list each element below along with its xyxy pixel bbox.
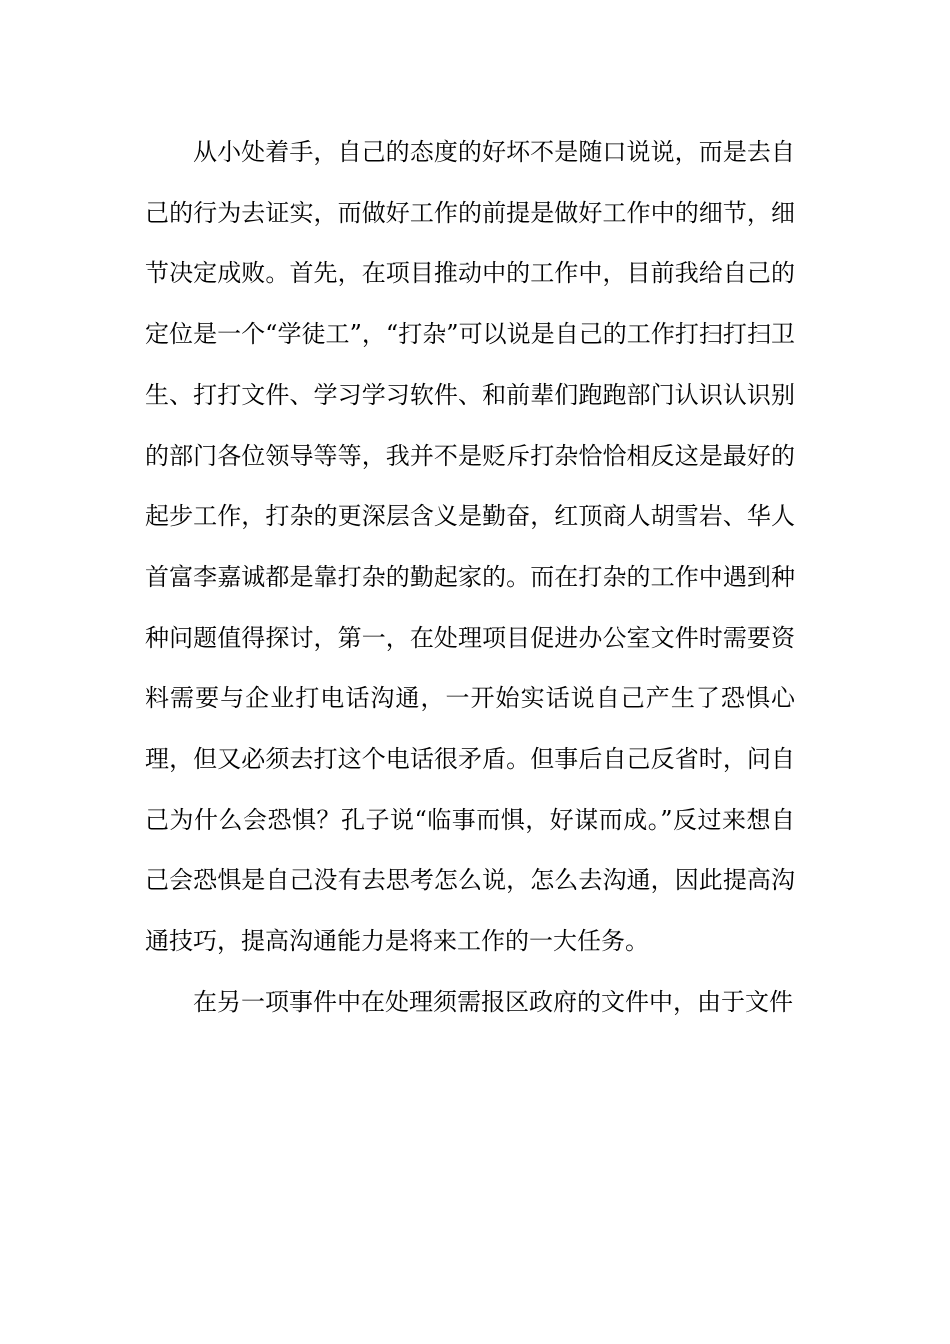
- paragraph-1: 从小处着手，自己的态度的好坏不是随口说说，而是去自己的行为去证实，而做好工作的前提是做好工作中的细节，细节决定成败。首先，在项目推动中的工作中，目前我给自己的定位是一个“学徒工”，“打杂”可以说是自己的工作打扫打扫卫生、打打文件、学习学习软件、和前辈们跑跑部门认识认识别的部门各位领导等等，我并不是贬斥打杂恰恰相反这是最好的起步工作，打杂的更深层含义是勤奋，红顶商人胡雪岩、华人首富李嘉诚都是靠打杂的勤起家的。而在打杂的工作中遇到种种问题值得探讨，第一，在处理项目促进办公室文件时需要资料需要与企业打电话沟通，一开始实话说自己产生了恐惧心理，但又必须去打这个电话很矛盾。但事后自己反省时，问自己为什么会恐惧？孔子说“临事而惧，好谋而成。”反过来想自己会恐惧是自己没有去思考怎么说，怎么去沟通，因此提高沟通技巧，提高沟通能力是将来工作的一大任务。: [145, 138, 795, 956]
- paragraph-2: 在另一项事件中在处理须需报区政府的文件中，由于文件: [193, 987, 793, 1016]
- document-body: [145, 122, 795, 1033]
